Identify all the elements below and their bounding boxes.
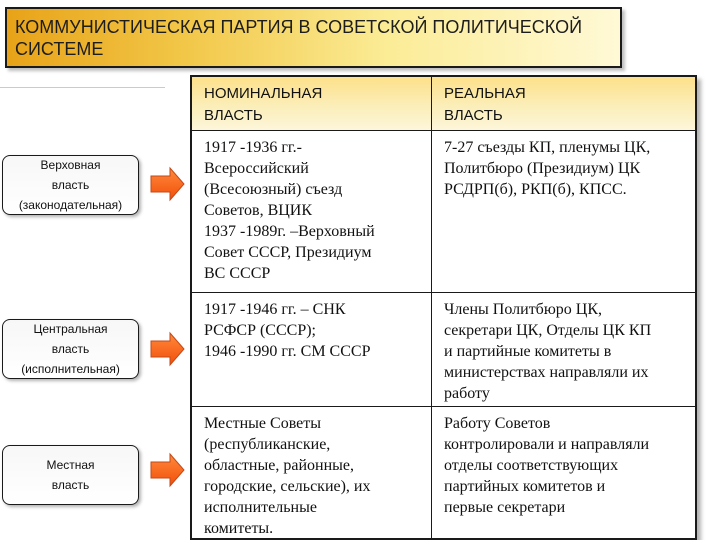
cell-line: 7-27 съезды КП, пленумы ЦК, xyxy=(444,139,651,156)
divider-line xyxy=(0,87,165,88)
cell-line: комитеты. xyxy=(204,520,274,537)
cell-real-local xyxy=(432,407,695,538)
arrow-right-icon xyxy=(150,452,186,488)
cell-line: областные, районные, xyxy=(204,457,354,474)
cell-real-supreme xyxy=(432,131,695,293)
arrow-right-icon xyxy=(150,166,186,202)
cell-line: ВС СССР xyxy=(204,265,271,282)
row-label-central xyxy=(2,319,139,379)
cell-line: Советов, ВЦИК xyxy=(204,202,313,219)
title-line-1: КОММУНИСТИЧЕСКАЯ ПАРТИЯ В СОВЕТСКОЙ ПОЛИТИЧЕСКОЙ xyxy=(15,17,583,37)
cell-line: 1946 -1990 гг. СМ СССР xyxy=(204,343,371,360)
row-label-line: Местная xyxy=(46,458,95,472)
cell-line: контролировали и направляли xyxy=(444,436,650,453)
cell-line: (Всесоюзный) съезд xyxy=(204,181,343,198)
cell-line: и партийные комитеты в xyxy=(444,343,612,360)
cell-line: исполнительные xyxy=(204,499,317,516)
cell-line: (республиканские, xyxy=(204,436,331,453)
cell-line: Местные Советы xyxy=(204,415,321,432)
cell-real-central xyxy=(432,293,695,407)
row-label-line: Верховная xyxy=(40,158,101,172)
row-label-local xyxy=(2,445,139,505)
cell-line: Всероссийский xyxy=(204,160,309,177)
cell-line: партийных комитетов и xyxy=(444,478,606,495)
page-title xyxy=(5,7,622,68)
row-label-line: Центральная xyxy=(33,322,108,336)
row-label-line: власть xyxy=(51,478,90,492)
cell-nominal-local xyxy=(192,407,432,538)
cell-line: секретари ЦК, Отделы ЦК КП xyxy=(444,322,652,339)
arrow-right-icon xyxy=(150,331,186,367)
row-label-line: власть xyxy=(51,342,90,356)
cell-line: Члены Политбюро ЦК, xyxy=(444,301,602,318)
cell-line: Политбюро (Президиум) ЦК xyxy=(444,160,641,177)
header-line: ВЛАСТЬ xyxy=(444,107,503,124)
header-line: РЕАЛЬНАЯ xyxy=(444,85,526,102)
header-line: ВЛАСТЬ xyxy=(204,107,263,124)
cell-line: Работу Советов xyxy=(444,415,551,432)
cell-line: 1937 -1989г. –Верховный xyxy=(204,223,375,240)
header-line: НОМИНАЛЬНАЯ xyxy=(204,85,323,102)
row-label-line: (исполнительная) xyxy=(21,362,120,376)
row-label-supreme xyxy=(2,155,139,215)
cell-line: работу xyxy=(444,385,490,402)
row-label-line: (законодательная) xyxy=(18,198,123,212)
power-table xyxy=(190,75,697,540)
cell-line: РСДРП(б), РКП(б), КПСС. xyxy=(444,181,627,198)
cell-line: первые секретари xyxy=(444,499,566,516)
header-nominal xyxy=(192,77,432,131)
cell-line: городские, сельские), их xyxy=(204,478,371,495)
header-real xyxy=(432,77,695,131)
cell-line: 1917 -1936 гг.- xyxy=(204,139,302,156)
cell-line: Совет СССР, Президиум xyxy=(204,244,372,261)
cell-nominal-central xyxy=(192,293,432,407)
cell-line: министерствах направляли их xyxy=(444,364,649,381)
cell-line: РСФСР (СССР); xyxy=(204,322,316,339)
cell-nominal-supreme xyxy=(192,131,432,293)
cell-line: 1917 -1946 гг. – СНК xyxy=(204,301,346,318)
row-label-line: власть xyxy=(51,178,90,192)
cell-line: отделы соответствующих xyxy=(444,457,619,474)
title-line-2: СИСТЕМЕ xyxy=(15,39,104,59)
